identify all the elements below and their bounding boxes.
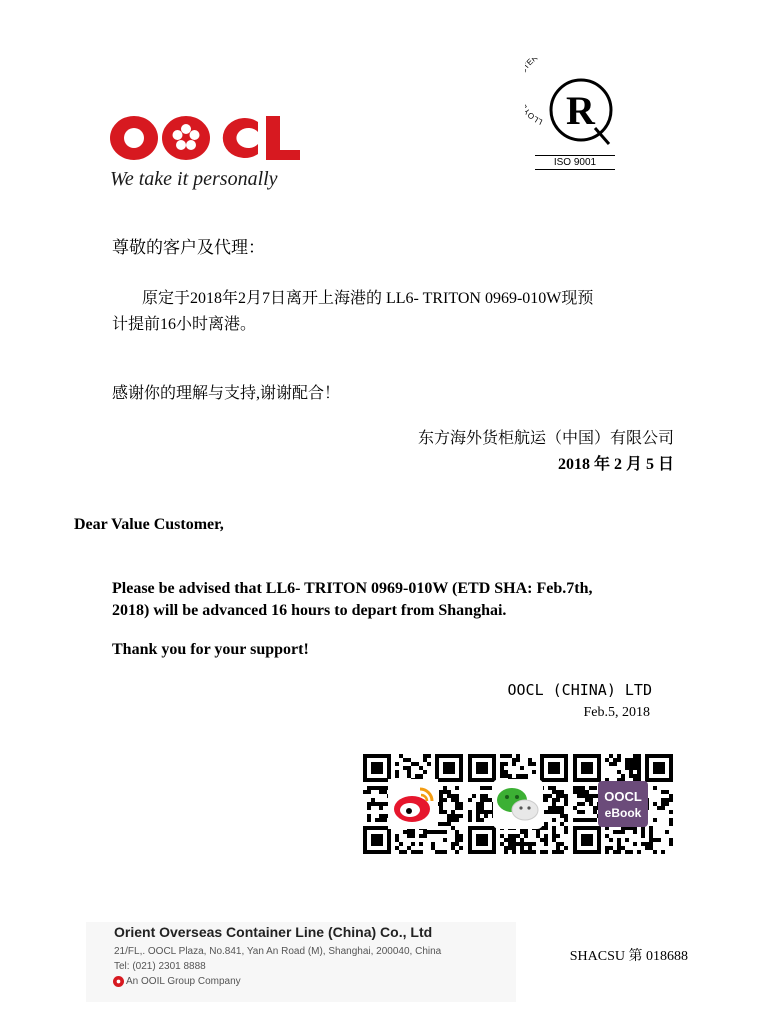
iso-certification-mark bbox=[525, 58, 621, 176]
cn-body-line-2: 计提前16小时离港。 bbox=[112, 316, 257, 333]
oocl-flower-icon bbox=[113, 976, 124, 987]
ebook-qr-code[interactable] bbox=[573, 754, 673, 854]
footer-tel: Tel: (021) 2301 8888 bbox=[114, 961, 206, 972]
footer-company-name: Orient Overseas Container Line (China) Co., Ltd bbox=[114, 924, 433, 940]
lloyds-register-icon bbox=[525, 58, 621, 154]
en-salutation: Dear Value Customer, bbox=[74, 516, 224, 533]
oocl-wordmark-icon bbox=[108, 112, 308, 164]
cn-date: 2018 年 2 月 5 日 bbox=[557, 456, 674, 473]
footer-group: An OOIL Group Company bbox=[126, 976, 241, 987]
cn-company-name: 东方海外货柜航运（中国）有限公司 bbox=[417, 430, 674, 447]
wechat-qr-code[interactable] bbox=[468, 754, 568, 854]
svg-text:eBook: eBook bbox=[604, 806, 642, 820]
ebook-icon bbox=[598, 779, 648, 829]
weibo-qr-code[interactable] bbox=[363, 754, 463, 854]
en-thanks: Thank you for your support! bbox=[112, 641, 309, 658]
en-body-line-2: 2018) will be advanced 16 hours to depart from Shanghai. bbox=[112, 602, 507, 619]
footer bbox=[86, 922, 516, 1002]
en-date: Feb.5, 2018 bbox=[583, 705, 650, 720]
wechat-icon bbox=[493, 779, 543, 829]
svg-text:R: R bbox=[566, 88, 595, 133]
iso-ring-text: LLO ER bbox=[525, 58, 544, 127]
en-body bbox=[112, 578, 592, 622]
weibo-icon bbox=[388, 779, 438, 829]
footer-address: 21/FL,. OOCL Plaza, No.841, Yan An Road (M), Shanghai, 200040, China bbox=[114, 946, 442, 957]
cn-body bbox=[112, 286, 692, 338]
en-body-line-1: Please be advised that LL6- TRITON 0969-010W (ETD SHA: Feb.7th, bbox=[112, 580, 593, 597]
en-company-name: OOCL (CHINA) LTD bbox=[507, 681, 652, 699]
cn-salutation: 尊敬的客户及代理： bbox=[112, 238, 265, 257]
svg-text:OOCL: OOCL bbox=[604, 789, 642, 804]
document-number: SHACSU 第 018688 bbox=[569, 949, 688, 964]
iso-label: ISO 9001 bbox=[535, 155, 615, 170]
cn-thanks: 感谢你的理解与支持,谢谢配合！ bbox=[112, 385, 341, 402]
cn-body-line-1: 原定于2018年2月7日离开上海港的 LL6- TRITON 0969-010W现预 bbox=[142, 290, 594, 307]
svg-text:LLOYD'S REGISTER • LRQA bbox=[525, 58, 569, 126]
tagline: We take it personally bbox=[110, 168, 278, 190]
